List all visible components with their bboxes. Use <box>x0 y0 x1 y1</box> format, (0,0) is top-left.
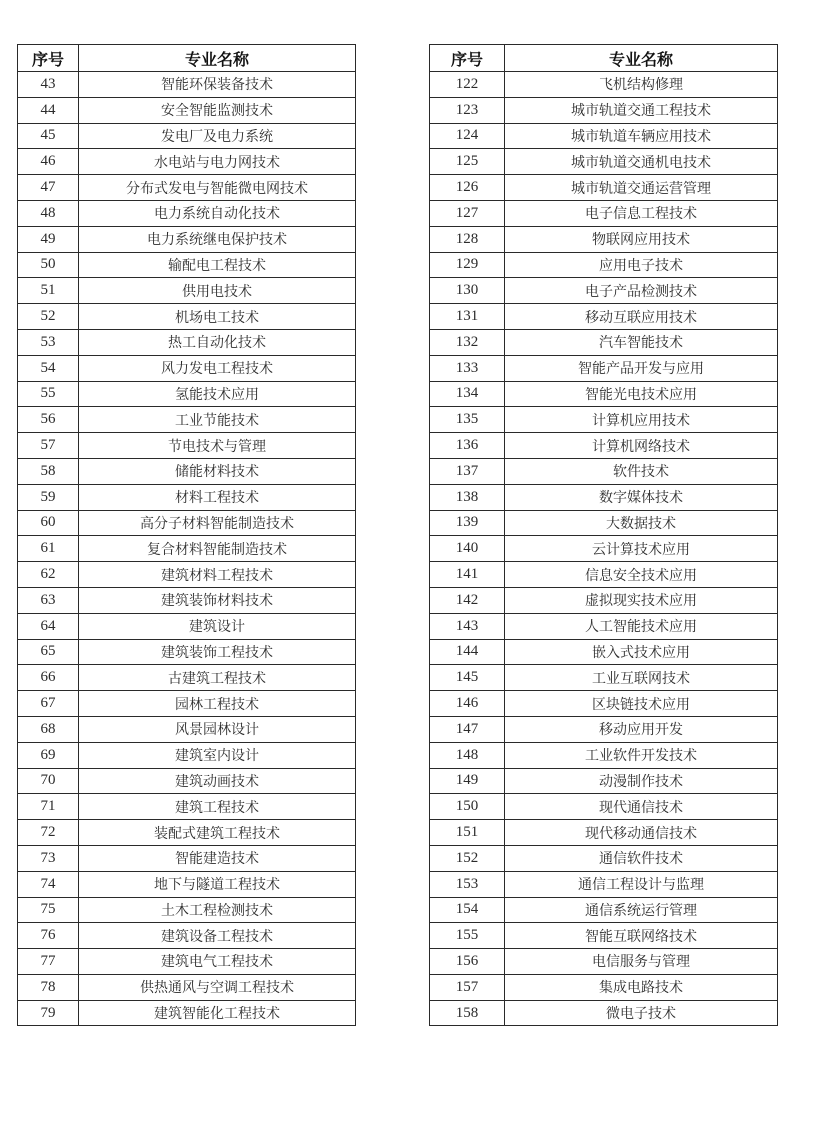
cell-serial-number: 43 <box>18 72 79 98</box>
cell-major-name: 发电厂及电力系统 <box>79 123 356 149</box>
table-row <box>18 613 356 639</box>
cell-major-name: 工业节能技术 <box>79 407 356 433</box>
table-row <box>18 149 356 175</box>
cell-major-name: 电力系统自动化技术 <box>79 200 356 226</box>
cell-serial-number: 76 <box>18 923 79 949</box>
table-row <box>18 175 356 201</box>
cell-serial-number: 69 <box>18 742 79 768</box>
cell-major-name: 工业软件开发技术 <box>505 742 778 768</box>
table-row <box>430 871 778 897</box>
cell-major-name: 建筑装饰工程技术 <box>79 639 356 665</box>
table-row <box>430 974 778 1000</box>
table-row <box>18 897 356 923</box>
cell-major-name: 计算机应用技术 <box>505 407 778 433</box>
cell-serial-number: 73 <box>18 845 79 871</box>
cell-serial-number: 46 <box>18 149 79 175</box>
cell-serial-number: 61 <box>18 536 79 562</box>
table-row <box>18 716 356 742</box>
cell-serial-number: 78 <box>18 974 79 1000</box>
cell-major-name: 建筑工程技术 <box>79 794 356 820</box>
table-row <box>18 278 356 304</box>
cell-serial-number: 133 <box>430 355 505 381</box>
cell-serial-number: 154 <box>430 897 505 923</box>
table-row <box>430 768 778 794</box>
cell-major-name: 通信软件技术 <box>505 845 778 871</box>
cell-major-name: 大数据技术 <box>505 510 778 536</box>
table-row <box>18 252 356 278</box>
table-row <box>18 510 356 536</box>
cell-serial-number: 58 <box>18 458 79 484</box>
cell-major-name: 计算机网络技术 <box>505 433 778 459</box>
cell-major-name: 风力发电工程技术 <box>79 355 356 381</box>
cell-serial-number: 123 <box>430 97 505 123</box>
cell-serial-number: 150 <box>430 794 505 820</box>
column-header-name: 专业名称 <box>79 45 356 72</box>
cell-serial-number: 124 <box>430 123 505 149</box>
cell-major-name: 微电子技术 <box>505 1000 778 1026</box>
table-row <box>18 200 356 226</box>
cell-major-name: 节电技术与管理 <box>79 433 356 459</box>
cell-serial-number: 128 <box>430 226 505 252</box>
cell-serial-number: 130 <box>430 278 505 304</box>
table-row <box>430 897 778 923</box>
cell-serial-number: 156 <box>430 949 505 975</box>
cell-major-name: 智能产品开发与应用 <box>505 355 778 381</box>
cell-major-name: 软件技术 <box>505 458 778 484</box>
cell-serial-number: 67 <box>18 691 79 717</box>
table-row <box>430 278 778 304</box>
cell-serial-number: 135 <box>430 407 505 433</box>
cell-serial-number: 137 <box>430 458 505 484</box>
cell-major-name: 安全智能监测技术 <box>79 97 356 123</box>
cell-major-name: 复合材料智能制造技术 <box>79 536 356 562</box>
table-row <box>430 845 778 871</box>
cell-serial-number: 60 <box>18 510 79 536</box>
cell-serial-number: 151 <box>430 820 505 846</box>
cell-major-name: 建筑装饰材料技术 <box>79 587 356 613</box>
cell-major-name: 材料工程技术 <box>79 484 356 510</box>
table-body <box>18 72 356 1026</box>
cell-major-name: 移动应用开发 <box>505 716 778 742</box>
cell-major-name: 建筑设备工程技术 <box>79 923 356 949</box>
cell-serial-number: 64 <box>18 613 79 639</box>
table-row <box>18 949 356 975</box>
column-header-no: 序号 <box>430 45 505 72</box>
cell-major-name: 电力系统继电保护技术 <box>79 226 356 252</box>
table-row <box>430 562 778 588</box>
table-row <box>18 97 356 123</box>
cell-serial-number: 53 <box>18 329 79 355</box>
cell-serial-number: 145 <box>430 665 505 691</box>
table-row <box>18 407 356 433</box>
table-row <box>18 72 356 98</box>
table-row <box>18 974 356 1000</box>
cell-serial-number: 127 <box>430 200 505 226</box>
table-row <box>430 794 778 820</box>
cell-serial-number: 134 <box>430 381 505 407</box>
table-row <box>18 871 356 897</box>
cell-major-name: 城市轨道交通运营管理 <box>505 175 778 201</box>
cell-major-name: 信息安全技术应用 <box>505 562 778 588</box>
cell-serial-number: 55 <box>18 381 79 407</box>
cell-serial-number: 138 <box>430 484 505 510</box>
table-row <box>430 587 778 613</box>
cell-major-name: 人工智能技术应用 <box>505 613 778 639</box>
cell-major-name: 分布式发电与智能微电网技术 <box>79 175 356 201</box>
cell-major-name: 集成电路技术 <box>505 974 778 1000</box>
cell-serial-number: 52 <box>18 304 79 330</box>
cell-major-name: 输配电工程技术 <box>79 252 356 278</box>
cell-serial-number: 140 <box>430 536 505 562</box>
cell-major-name: 汽车智能技术 <box>505 329 778 355</box>
table-row <box>18 768 356 794</box>
table-row <box>430 123 778 149</box>
cell-major-name: 古建筑工程技术 <box>79 665 356 691</box>
cell-major-name: 移动互联应用技术 <box>505 304 778 330</box>
table-row <box>18 691 356 717</box>
cell-major-name: 电信服务与管理 <box>505 949 778 975</box>
cell-serial-number: 68 <box>18 716 79 742</box>
cell-serial-number: 155 <box>430 923 505 949</box>
table-header-row <box>18 45 356 72</box>
table-row <box>18 458 356 484</box>
cell-serial-number: 70 <box>18 768 79 794</box>
cell-major-name: 通信工程设计与监理 <box>505 871 778 897</box>
cell-major-name: 城市轨道交通工程技术 <box>505 97 778 123</box>
cell-serial-number: 141 <box>430 562 505 588</box>
cell-major-name: 高分子材料智能制造技术 <box>79 510 356 536</box>
table-row <box>430 665 778 691</box>
cell-serial-number: 129 <box>430 252 505 278</box>
cell-major-name: 建筑设计 <box>79 613 356 639</box>
cell-serial-number: 56 <box>18 407 79 433</box>
cell-serial-number: 54 <box>18 355 79 381</box>
cell-major-name: 动漫制作技术 <box>505 768 778 794</box>
cell-serial-number: 48 <box>18 200 79 226</box>
table-row <box>18 742 356 768</box>
cell-serial-number: 75 <box>18 897 79 923</box>
table-row <box>430 97 778 123</box>
table-row <box>430 613 778 639</box>
cell-serial-number: 147 <box>430 716 505 742</box>
cell-major-name: 储能材料技术 <box>79 458 356 484</box>
table-row <box>430 226 778 252</box>
cell-major-name: 区块链技术应用 <box>505 691 778 717</box>
table-row <box>430 355 778 381</box>
major-table-left <box>17 44 356 1026</box>
cell-serial-number: 153 <box>430 871 505 897</box>
cell-serial-number: 131 <box>430 304 505 330</box>
table-row <box>430 639 778 665</box>
table-row <box>18 923 356 949</box>
cell-serial-number: 122 <box>430 72 505 98</box>
cell-major-name: 土木工程检测技术 <box>79 897 356 923</box>
table-row <box>18 433 356 459</box>
cell-major-name: 智能环保装备技术 <box>79 72 356 98</box>
cell-major-name: 城市轨道车辆应用技术 <box>505 123 778 149</box>
table-row <box>18 355 356 381</box>
table-row <box>18 226 356 252</box>
cell-major-name: 云计算技术应用 <box>505 536 778 562</box>
cell-serial-number: 158 <box>430 1000 505 1026</box>
table-row <box>18 820 356 846</box>
major-table-right <box>429 44 778 1026</box>
cell-serial-number: 79 <box>18 1000 79 1026</box>
cell-serial-number: 157 <box>430 974 505 1000</box>
cell-major-name: 热工自动化技术 <box>79 329 356 355</box>
cell-serial-number: 50 <box>18 252 79 278</box>
cell-serial-number: 49 <box>18 226 79 252</box>
column-header-name: 专业名称 <box>505 45 778 72</box>
cell-serial-number: 152 <box>430 845 505 871</box>
table-row <box>430 175 778 201</box>
cell-serial-number: 63 <box>18 587 79 613</box>
column-header-no: 序号 <box>18 45 79 72</box>
table-row <box>430 252 778 278</box>
cell-serial-number: 77 <box>18 949 79 975</box>
cell-serial-number: 59 <box>18 484 79 510</box>
table-row <box>18 639 356 665</box>
table-row <box>430 381 778 407</box>
cell-major-name: 虚拟现实技术应用 <box>505 587 778 613</box>
cell-serial-number: 65 <box>18 639 79 665</box>
cell-serial-number: 136 <box>430 433 505 459</box>
table-row <box>430 407 778 433</box>
table-row <box>430 510 778 536</box>
cell-major-name: 城市轨道交通机电技术 <box>505 149 778 175</box>
cell-serial-number: 62 <box>18 562 79 588</box>
table-row <box>430 691 778 717</box>
table-row <box>18 1000 356 1026</box>
cell-major-name: 建筑电气工程技术 <box>79 949 356 975</box>
cell-major-name: 建筑智能化工程技术 <box>79 1000 356 1026</box>
cell-major-name: 氢能技术应用 <box>79 381 356 407</box>
cell-serial-number: 132 <box>430 329 505 355</box>
table-row <box>430 200 778 226</box>
table-row <box>18 381 356 407</box>
cell-serial-number: 146 <box>430 691 505 717</box>
table-row <box>430 458 778 484</box>
table-row <box>430 742 778 768</box>
table-row <box>18 665 356 691</box>
cell-major-name: 智能互联网络技术 <box>505 923 778 949</box>
table-row <box>430 433 778 459</box>
table-row <box>18 587 356 613</box>
cell-major-name: 数字媒体技术 <box>505 484 778 510</box>
cell-major-name: 现代移动通信技术 <box>505 820 778 846</box>
cell-major-name: 智能建造技术 <box>79 845 356 871</box>
cell-serial-number: 139 <box>430 510 505 536</box>
table-row <box>430 149 778 175</box>
table-row <box>18 484 356 510</box>
table-row <box>430 72 778 98</box>
cell-major-name: 建筑室内设计 <box>79 742 356 768</box>
cell-major-name: 建筑材料工程技术 <box>79 562 356 588</box>
table-row <box>18 329 356 355</box>
cell-major-name: 通信系统运行管理 <box>505 897 778 923</box>
table-header-row <box>430 45 778 72</box>
cell-serial-number: 142 <box>430 587 505 613</box>
cell-major-name: 工业互联网技术 <box>505 665 778 691</box>
cell-serial-number: 51 <box>18 278 79 304</box>
table-row <box>18 536 356 562</box>
cell-major-name: 现代通信技术 <box>505 794 778 820</box>
cell-serial-number: 47 <box>18 175 79 201</box>
cell-serial-number: 148 <box>430 742 505 768</box>
cell-major-name: 建筑动画技术 <box>79 768 356 794</box>
table-row <box>18 845 356 871</box>
table-row <box>430 1000 778 1026</box>
cell-major-name: 供热通风与空调工程技术 <box>79 974 356 1000</box>
cell-serial-number: 144 <box>430 639 505 665</box>
cell-serial-number: 72 <box>18 820 79 846</box>
cell-major-name: 应用电子技术 <box>505 252 778 278</box>
cell-major-name: 风景园林设计 <box>79 716 356 742</box>
table-row <box>430 536 778 562</box>
cell-major-name: 智能光电技术应用 <box>505 381 778 407</box>
table-row <box>430 304 778 330</box>
cell-serial-number: 44 <box>18 97 79 123</box>
table-row <box>18 562 356 588</box>
table-row <box>18 794 356 820</box>
table-row <box>430 949 778 975</box>
cell-serial-number: 143 <box>430 613 505 639</box>
cell-serial-number: 57 <box>18 433 79 459</box>
table-row <box>430 716 778 742</box>
table-row <box>430 329 778 355</box>
table-row <box>430 820 778 846</box>
table-row <box>18 123 356 149</box>
cell-serial-number: 126 <box>430 175 505 201</box>
cell-major-name: 地下与隧道工程技术 <box>79 871 356 897</box>
cell-major-name: 物联网应用技术 <box>505 226 778 252</box>
cell-serial-number: 45 <box>18 123 79 149</box>
cell-major-name: 机场电工技术 <box>79 304 356 330</box>
table-row <box>430 484 778 510</box>
cell-major-name: 装配式建筑工程技术 <box>79 820 356 846</box>
table-row <box>18 304 356 330</box>
cell-serial-number: 74 <box>18 871 79 897</box>
cell-serial-number: 71 <box>18 794 79 820</box>
cell-major-name: 飞机结构修理 <box>505 72 778 98</box>
cell-serial-number: 149 <box>430 768 505 794</box>
table-row <box>430 923 778 949</box>
cell-serial-number: 66 <box>18 665 79 691</box>
cell-serial-number: 125 <box>430 149 505 175</box>
cell-major-name: 供用电技术 <box>79 278 356 304</box>
cell-major-name: 电子产品检测技术 <box>505 278 778 304</box>
cell-major-name: 电子信息工程技术 <box>505 200 778 226</box>
cell-major-name: 嵌入式技术应用 <box>505 639 778 665</box>
table-body <box>430 72 778 1026</box>
cell-major-name: 园林工程技术 <box>79 691 356 717</box>
cell-major-name: 水电站与电力网技术 <box>79 149 356 175</box>
